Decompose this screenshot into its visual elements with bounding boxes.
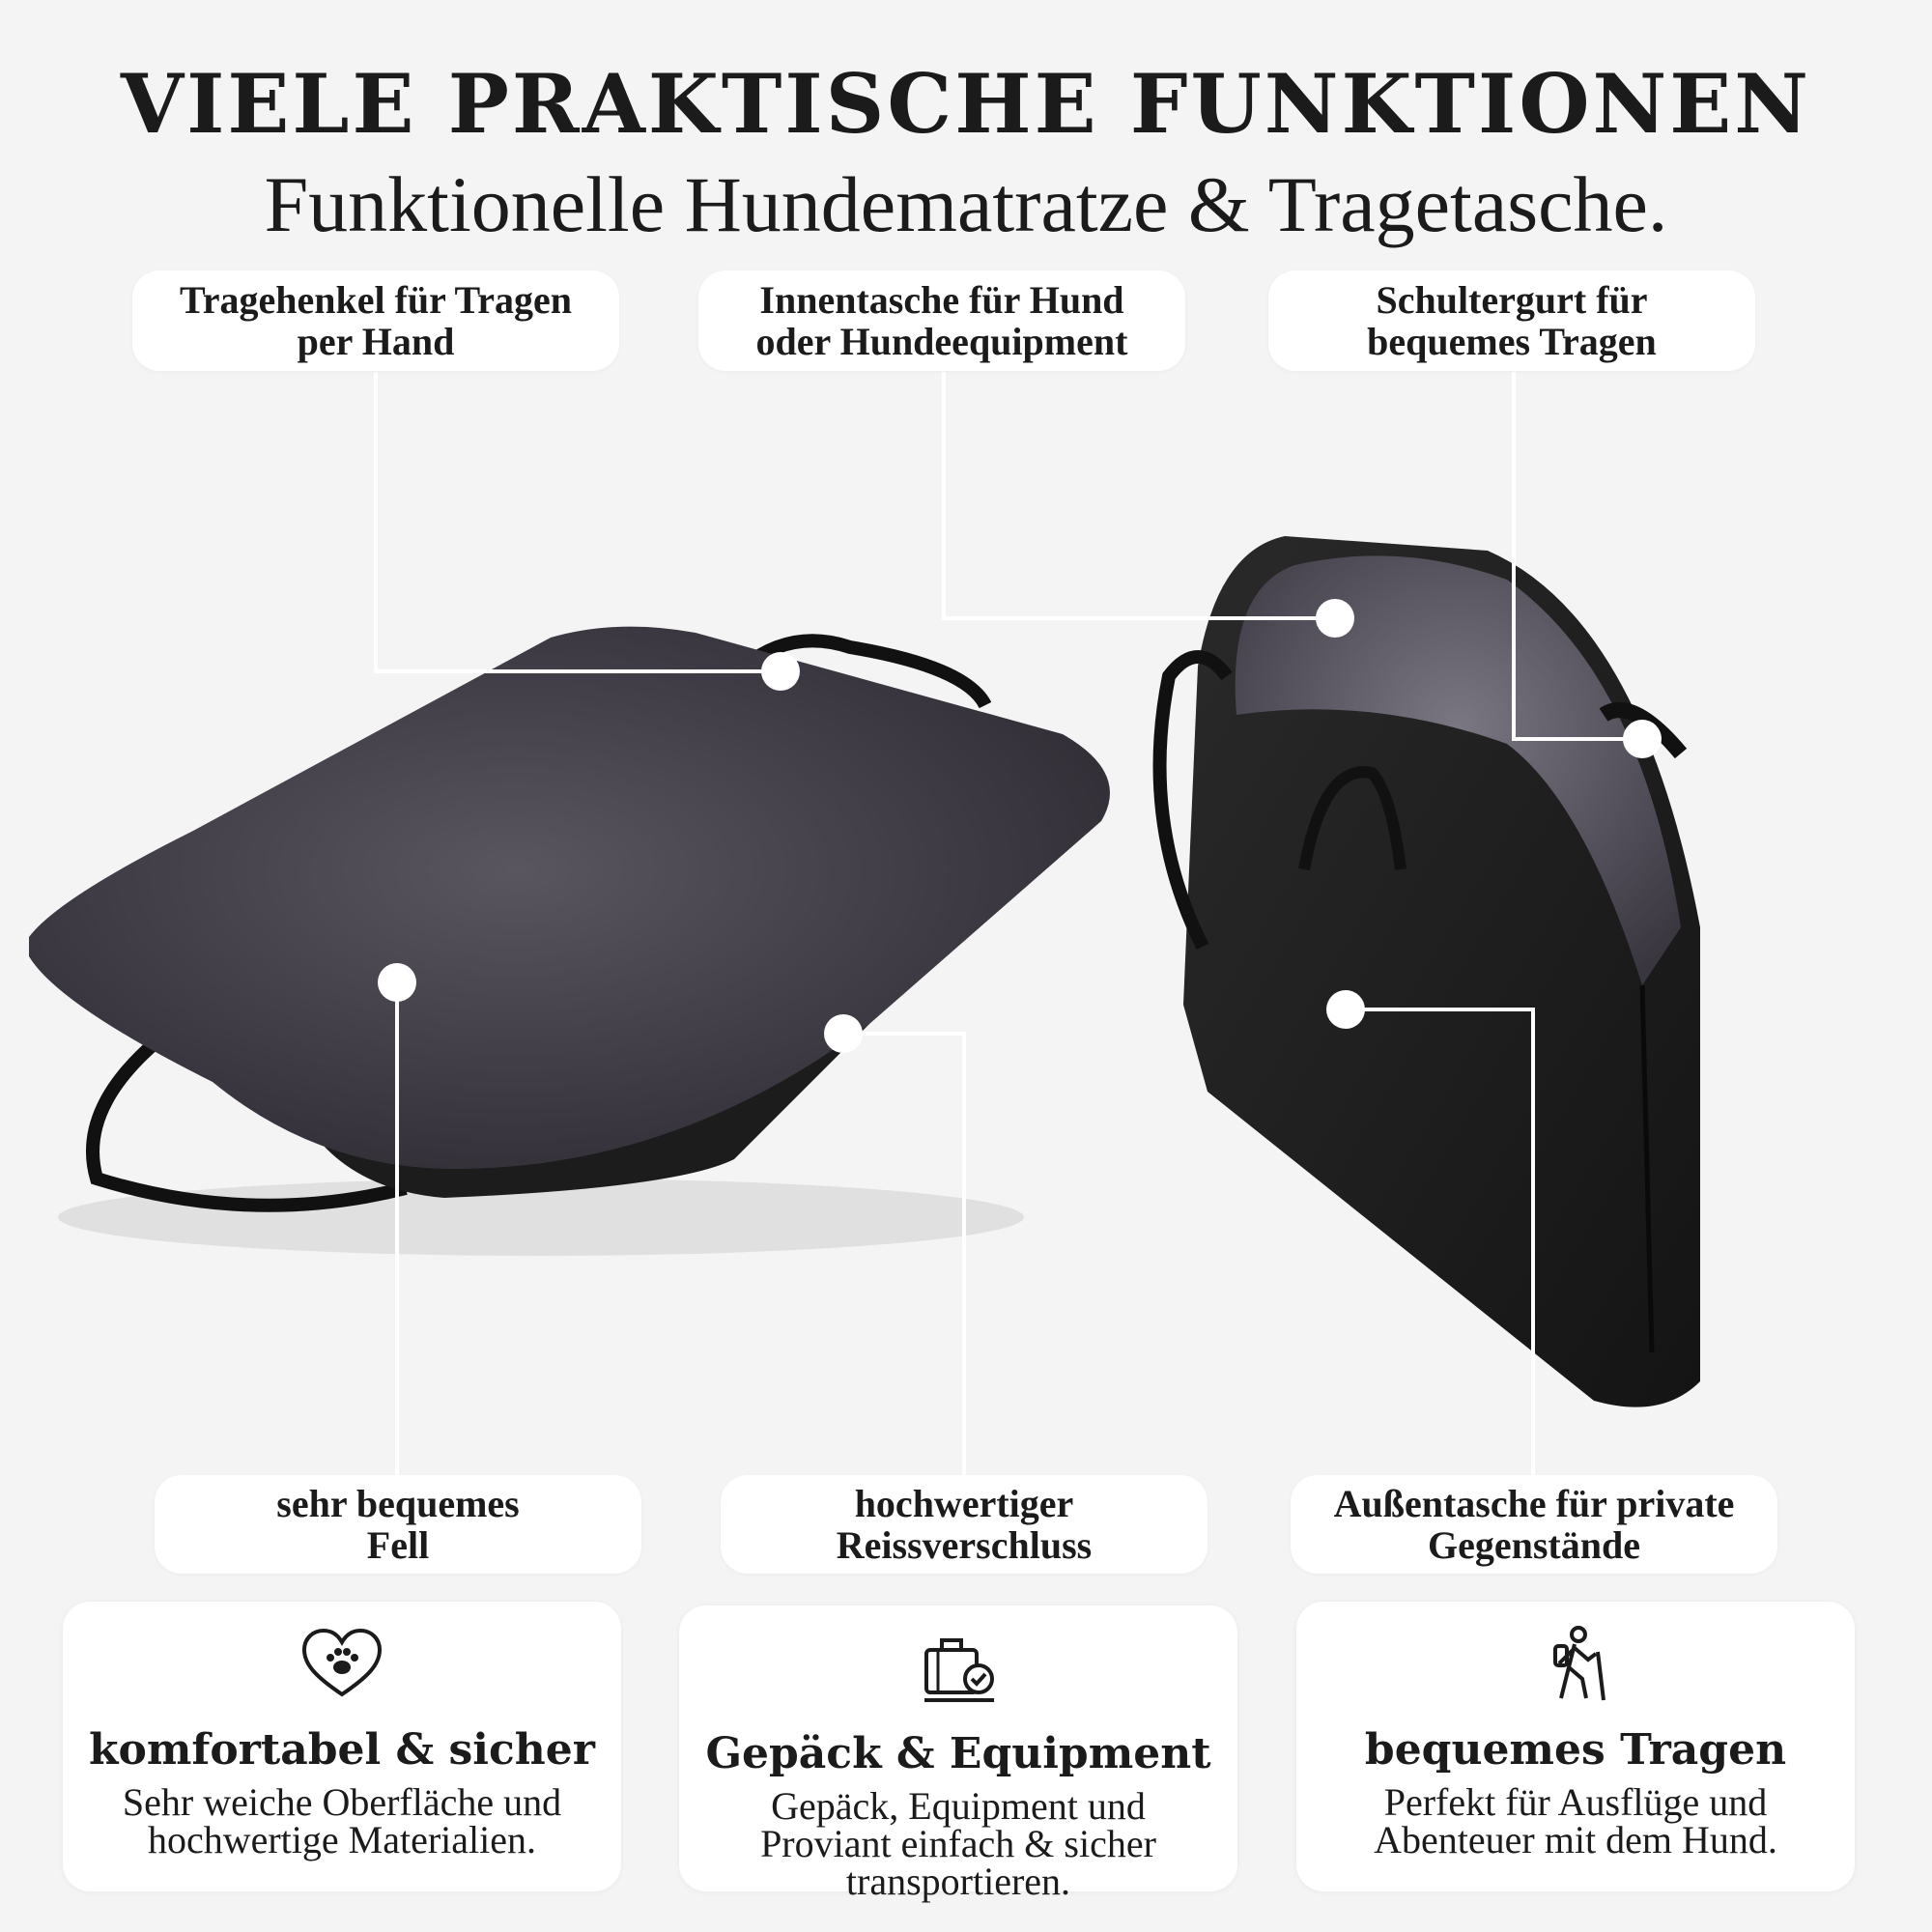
heart-paw-icon — [298, 1625, 385, 1702]
label-outer-pocket: Außentasche für private Gegenstände — [1291, 1475, 1777, 1574]
feature-card-luggage — [679, 1605, 1237, 1903]
feature-title: bequemes Tragen — [1364, 1725, 1787, 1775]
page-title: VIELE PRAKTISCHE FUNKTIONEN — [120, 56, 1812, 152]
callout-dots — [378, 599, 1662, 1053]
hiker-icon — [1532, 1625, 1619, 1702]
feature-title: Gepäck & Equipment — [705, 1729, 1211, 1778]
feature-card-carry — [1296, 1602, 1855, 1891]
feature-card-comfort — [63, 1602, 621, 1891]
feature-text: Gepäck, Equipment und Proviant einfach & sicher transportieren. — [760, 1784, 1156, 1903]
dog-mattress — [29, 627, 1110, 1256]
page-subtitle: Funktionelle Hundematratze & Tragetasche. — [264, 160, 1668, 248]
feature-title: komfortabel & sicher — [89, 1725, 595, 1775]
callout-lines — [376, 372, 1642, 1475]
label-inner-pocket: Innentasche für Hund oder Hundeequipment — [698, 270, 1185, 371]
feature-text: Perfekt für Ausflüge und Abenteuer mit dem Hund. — [1374, 1780, 1777, 1861]
label-fur: sehr bequemes Fell — [155, 1475, 641, 1574]
dog-bag — [1160, 536, 1700, 1407]
feature-text: Sehr weiche Oberfläche und hochwertige Materialien. — [122, 1780, 562, 1861]
label-handle: Tragehenkel für Tragen per Hand — [132, 270, 619, 371]
label-shoulder-strap: Schultergurt für bequemes Tragen — [1268, 270, 1755, 371]
luggage-check-icon — [915, 1629, 1002, 1706]
label-zipper: hochwertiger Reissverschluss — [721, 1475, 1208, 1574]
